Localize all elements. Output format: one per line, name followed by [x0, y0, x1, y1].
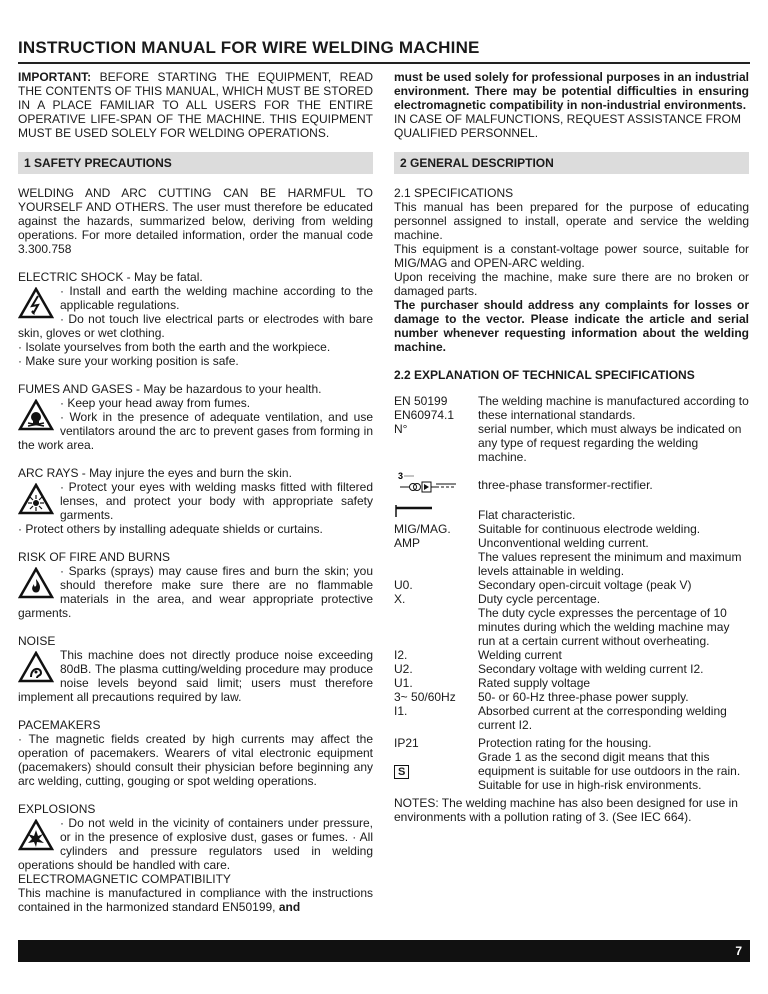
rays-line-2: · Protect others by installing adequate shields or curtains. [18, 522, 323, 536]
spec-title: 2.1 SPECIFICATIONS [394, 186, 514, 200]
spec-key: X. [394, 592, 406, 606]
fire-block [18, 550, 373, 620]
spec-line-3: Upon receiving the machine, make sure there are no broken or damaged parts. [394, 270, 749, 298]
spec-row [394, 550, 749, 578]
spec-key: I2. [394, 648, 408, 662]
safety-intro [18, 186, 373, 256]
spec-val: Rated supply voltage [478, 676, 591, 690]
spec-val: Flat characteristic. [478, 508, 576, 522]
pacemakers-block [18, 718, 373, 788]
spec-row [394, 704, 749, 732]
left-column [18, 70, 373, 914]
shock-title: ELECTRIC SHOCK - May be fatal. [18, 270, 203, 284]
fumes-line-1: · Keep your head away from fumes. [60, 396, 251, 410]
malfunction-notice: IN CASE OF MALFUNCTIONS, REQUEST ASSISTANCE FROM QUALIFIED PERSONNEL. [394, 112, 741, 140]
electric-shock-icon [18, 287, 56, 321]
spec-line-1: This manual has been prepared for the purpose of educating personnel assigned to install, operate and service the welding machine. [394, 200, 749, 242]
safety-intro-text: The user must therefore be educated against the hazards, summarized below, deriving from welding operations. For more detailed information, order the manual code 3.300.758 [18, 200, 373, 256]
page-footer-bar [18, 940, 750, 962]
pace-title: PACEMAKERS [18, 718, 101, 732]
s-symbol: S [394, 765, 409, 779]
spec-row-serial [394, 422, 749, 464]
spec-line-2: This equipment is a constant-voltage power source, suitable for MIG/MAG and OPEN-ARC welding. [394, 242, 749, 270]
fumes-line-2: · Work in the presence of adequate ventilation, and use ventilators around the arc to prevent gases from forming in the work area. [18, 410, 373, 452]
spec-key: U0. [394, 578, 413, 592]
spec-val: Suitable for continuous electrode welding. [478, 522, 701, 536]
explosion-icon [18, 819, 56, 853]
spec-key: N° [394, 422, 408, 436]
spec-row [394, 522, 749, 536]
explain-title: 2.2 EXPLANATION OF TECHNICAL SPECIFICATIONS [394, 368, 695, 382]
spec-val: Unconventional welding current. [478, 536, 649, 550]
rays-line-1: · Protect your eyes with welding masks fitted with filtered lenses, and protect your body with appropriate safety garments. [60, 480, 373, 522]
flat-characteristic-icon [394, 503, 478, 522]
spec-key: EN 50199 EN60974.1 [394, 394, 455, 422]
spec-key: I1. [394, 704, 408, 718]
transformer-phase-label: 3 [398, 471, 404, 481]
spec-row [394, 606, 749, 648]
fire-line-1: · Sparks (sprays) may cause fires and burn the skin; you should therefore make sure there are no flammable materials in the area, and wear appropriate protective garments. [18, 564, 373, 620]
fumes-title: FUMES AND GASES - May be hazardous to your health. [18, 382, 322, 396]
spec-key [394, 606, 478, 648]
explosions-block [18, 802, 373, 914]
spec-val: Secondary voltage with welding current I2. [478, 662, 704, 676]
title-divider [18, 62, 750, 64]
fire-title: RISK OF FIRE AND BURNS [18, 550, 171, 564]
spec-row [394, 676, 749, 690]
spec-val: 50- or 60-Hz three-phase power supply. [478, 690, 689, 704]
spec-key: 3~ 50/60Hz [394, 690, 456, 704]
spec-row [394, 592, 749, 606]
important-label: IMPORTANT: [18, 70, 92, 84]
s-symbol-icon [394, 764, 478, 792]
shock-line-2: · Do not touch live electrical parts or electrodes with bare skin, gloves or wet clothing. [18, 312, 373, 340]
spec-row-transformer [394, 470, 749, 499]
spec-val: The welding machine is manufactured according to these international standards. [478, 394, 749, 422]
skull-hazard-icon [18, 399, 56, 433]
noise-title: NOISE [18, 634, 56, 648]
spec-row [394, 536, 749, 550]
notes: NOTES: The welding machine has also been designed for use in environments with a pollution rating of 3. (See IEC 664). [394, 796, 738, 824]
safety-intro-caps: WELDING AND ARC CUTTING CAN BE HARMFUL TO YOURSELF AND OTHERS. [18, 186, 373, 214]
ear-protection-icon [18, 651, 56, 685]
emc-bold: and [278, 900, 301, 914]
spec-key: MIG/MAG. [394, 522, 451, 536]
spec-key: U2. [394, 662, 413, 676]
spec-val: The duty cycle expresses the percentage of 10 minutes during which the welding machine may run at a certain current without overheating. [478, 606, 730, 648]
spec-val: Absorbed current at the corresponding welding current I2. [478, 704, 727, 732]
noise-block [18, 634, 373, 704]
right-column [394, 70, 749, 824]
spec-row-flat [394, 503, 749, 522]
page-number: 7 [735, 944, 742, 958]
shock-line-3: · Isolate yourselves from both the earth and the workpiece. [18, 340, 331, 354]
shock-line-1: · Install and earth the welding machine according to the applicable regulations. [60, 284, 373, 312]
spec-row [394, 662, 749, 676]
page-title: INSTRUCTION MANUAL FOR WIRE WELDING MACHINE [18, 38, 480, 57]
emc-line-1: This machine is manufactured in compliance with the instructions contained in the harmonized standard EN50199, [18, 886, 373, 914]
spec-bold: The purchaser should address any complaints for losses or damage to the vector. Please indicate the article and serial number whenever requesting information about the welding machine. [394, 298, 749, 354]
spec-key [394, 550, 478, 578]
spec-key: AMP [394, 536, 421, 550]
general-header: 2 GENERAL DESCRIPTION [394, 152, 749, 174]
fumes-block [18, 382, 373, 452]
emc-continued-bold: must be used solely for professional purposes in an industrial environment. There may be potential difficulties in ensuring electromagnetic compatibility in non-industrial environments. [394, 70, 749, 112]
spec-row [394, 648, 749, 662]
spec-val: Protection rating for the housing. [478, 736, 652, 750]
spec-key: IP21 [394, 736, 419, 750]
spec-val: serial number, which must always be indicated on any type of request regarding the welding machine. [478, 422, 742, 464]
spec-val: The values represent the minimum and maximum levels attainable in welding. [478, 550, 742, 578]
spec-val: Welding current [478, 648, 562, 662]
spec-val: three-phase transformer-rectifier. [478, 477, 653, 492]
spec-row-standards [394, 394, 749, 422]
transformer-rectifier-icon [394, 470, 478, 499]
fire-icon [18, 567, 56, 601]
expl-title: EXPLOSIONS [18, 802, 96, 816]
shock-line-4: · Make sure your working position is safe. [18, 354, 239, 368]
spec-val: Grade 1 as the second digit means that this equipment is suitable for use outdoors in the rain. [478, 750, 741, 778]
rays-title: ARC RAYS - May injure the eyes and burn the skin. [18, 466, 292, 480]
spec-val: Suitable for use in high-risk environments. [478, 778, 702, 792]
noise-line-1: This machine does not directly produce noise exceeding 80dB. The plasma cutting/welding procedure may produce noise levels beyond said limit; users must therefore implement all precautions required by law. [18, 648, 373, 704]
spec-row [394, 578, 749, 592]
spec-row [394, 690, 749, 704]
pace-line-1: · The magnetic fields created by high currents may affect the operation of pacemakers. Wearers of vital electronic equipment (pacemakers) should consult their physician before beginning any arc welding, cutting, gouging or spot welding operations. [18, 732, 373, 788]
spec-key: U1. [394, 676, 413, 690]
expl-line-1: · Do not weld in the vicinity of containers under pressure, or in the presence of explosive dust, gases or fumes. · All cylinders and pressure regulators used in welding operations should be handled with care. [18, 816, 373, 872]
important-text: BEFORE STARTING THE EQUIPMENT, READ THE CONTENTS OF THIS MANUAL, WHICH MUST BE STORED IN A PLACE FAMILIAR TO ALL USERS FOR THE ENTIRE OPERATIVE LIFE-SPAN OF THE MACHINE. THIS EQUIPMENT MUST BE USED SOLELY FOR WELDING OPERATIONS. [18, 70, 373, 140]
electric-shock-block [18, 270, 373, 368]
arc-rays-icon [18, 483, 56, 517]
safety-header: 1 SAFETY PRECAUTIONS [18, 152, 373, 174]
emc-text [18, 886, 373, 914]
emc-title: ELECTROMAGNETIC COMPATIBILITY [18, 872, 231, 886]
spec-row [394, 736, 749, 750]
spec-val: Secondary open-circuit voltage (peak V) [478, 578, 692, 592]
spec-val: Duty cycle percentage. [478, 592, 601, 606]
arc-rays-block [18, 466, 373, 536]
important-notice [18, 70, 373, 140]
